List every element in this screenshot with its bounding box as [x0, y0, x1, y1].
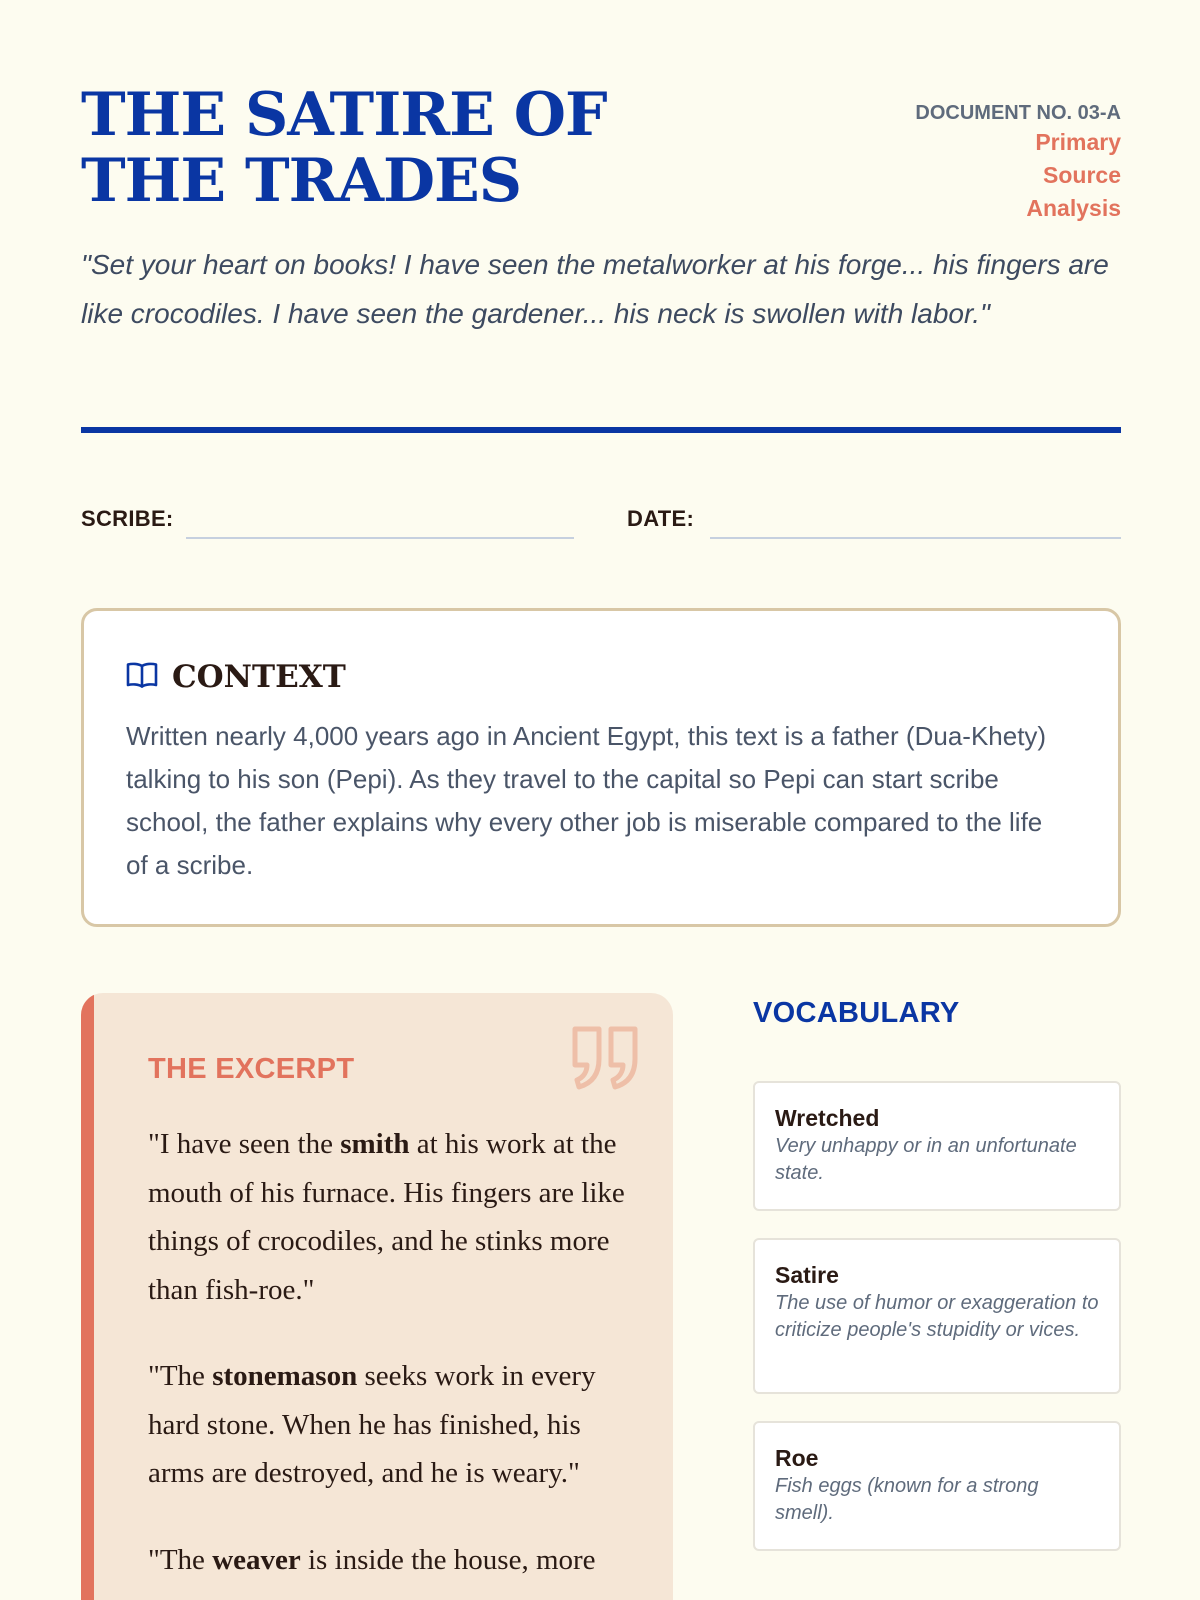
context-box [81, 608, 1121, 927]
excerpt-paragraph: "The stonemason seeks work in every hard stone. When he has finished, his arms are destroyed, and he is weary." [148, 1360, 596, 1489]
scribe-input-line[interactable] [186, 537, 574, 539]
document-meta [821, 100, 1121, 225]
book-icon [126, 661, 158, 689]
vocab-term: Roe [775, 1445, 819, 1471]
excerpt-title: THE EXCERPT [148, 1053, 355, 1085]
excerpt-panel [81, 993, 673, 1600]
vocab-card-roe [753, 1421, 1121, 1551]
vocab-definition: Fish eggs (known for a strong smell). [775, 1475, 1039, 1524]
date-label: DATE: [627, 506, 695, 531]
context-body: Written nearly 4,000 years ago in Ancient Egypt, this text is a father (Dua-Khety) talking to his son (Pepi). As they travel to the capital so Pepi can start scribe school, the father explains why every other job is miserable compared to the life of a scribe. [126, 721, 1047, 880]
excerpt-paragraph: "I have seen the smith at his work at the mouth of his furnace. His fingers are like things of crocodiles, and he stinks more than fish-roe." [148, 1128, 625, 1306]
vocab-card-wretched [753, 1081, 1121, 1211]
document-type: Primary Source Analysis [1026, 129, 1121, 221]
excerpt-paragraph: "The weaver is inside the house, more [148, 1543, 596, 1576]
vocabulary-title: VOCABULARY [753, 997, 960, 1029]
page-title: THE SATIRE OF THE TRADES [81, 80, 607, 216]
excerpt-accent-bar [81, 993, 94, 1600]
vocab-card-satire [753, 1238, 1121, 1394]
header [81, 82, 1121, 222]
vocab-definition: Very unhappy or in an unfortunate state. [775, 1135, 1077, 1184]
quote-icon [571, 1025, 641, 1091]
vocab-term: Wretched [775, 1105, 880, 1131]
vocab-definition: The use of humor or exaggeration to criticize people's stupidity or vices. [775, 1292, 1099, 1341]
intro-quote: "Set your heart on books! I have seen the metalworker at his forge... his fingers are like crocodiles. I have seen the gardener... his neck is swollen with labor." [81, 249, 1109, 329]
document-number: DOCUMENT NO. 03-A [915, 102, 1121, 124]
header-divider [81, 427, 1121, 433]
scribe-label: SCRIBE: [81, 506, 174, 531]
excerpt-body [148, 1120, 638, 1600]
context-title: CONTEXT [172, 659, 346, 695]
vocab-term: Satire [775, 1262, 839, 1288]
date-input-line[interactable] [710, 537, 1121, 539]
worksheet-page [81, 0, 1121, 1600]
